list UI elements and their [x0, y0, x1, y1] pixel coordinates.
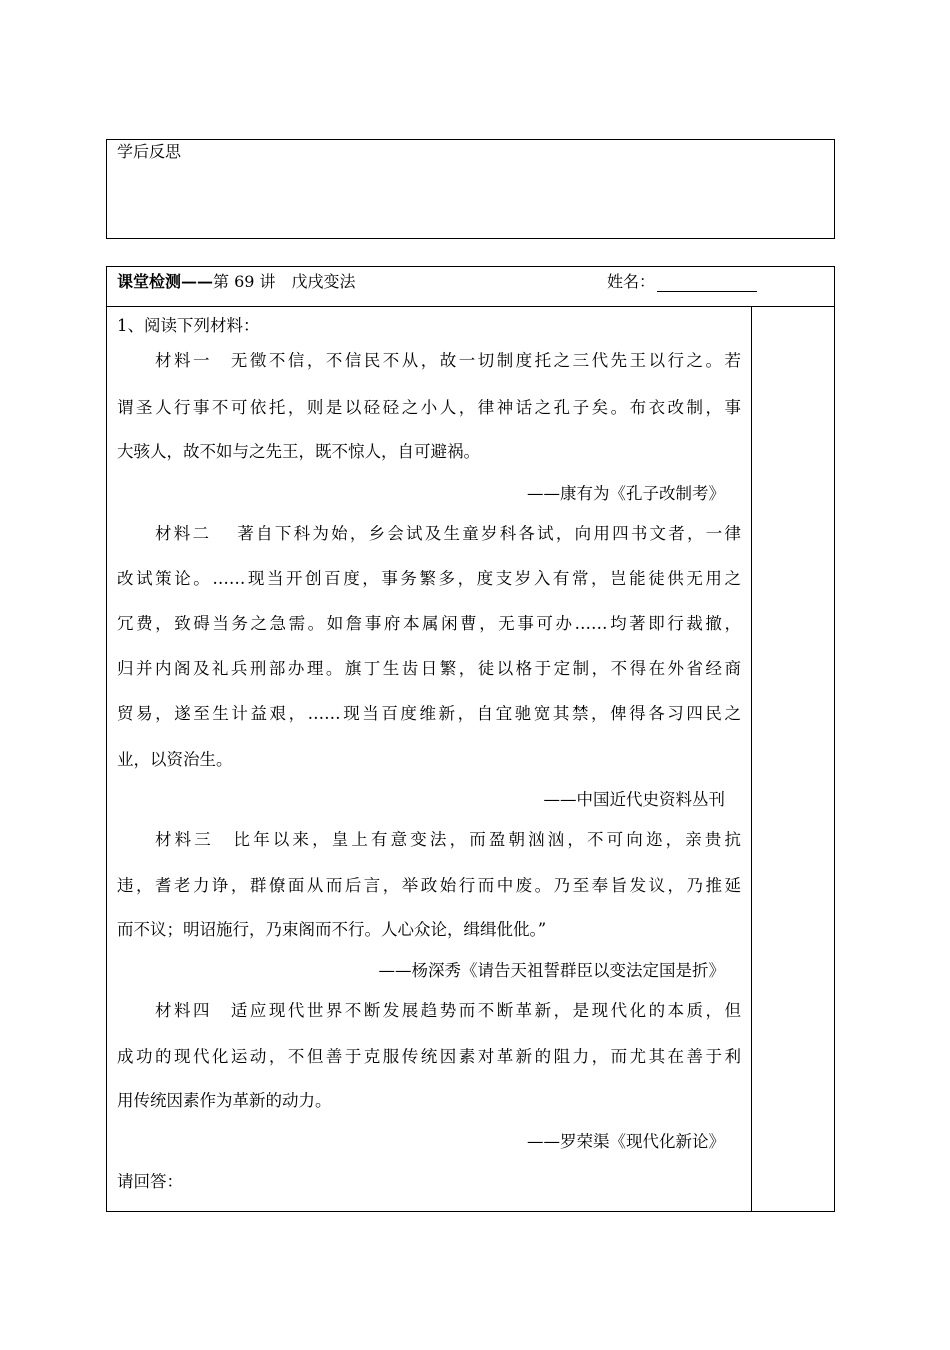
quiz-title-rest: 第 69 讲 戊戌变法	[213, 272, 356, 291]
question-intro: 1、阅读下列材料：	[117, 316, 260, 335]
material-3-line-3: 而不议；明诏施行，乃束阁而不行。人心众论，缉缉仳仳。”	[117, 920, 547, 939]
material-2-line-2: 改试策论。……现当开创百度，事务繁多，度支岁入有常，岂能徒供无用之	[117, 569, 741, 588]
material-4-line-3: 用传统因素作为革新的动力。	[117, 1091, 332, 1110]
material-2-line-4: 归并内阁及礼兵刑部办理。旗丁生齿日繁，徒以格于定制，不得在外省经商	[117, 659, 741, 678]
material-2-line-6: 业，以资治生。	[117, 750, 233, 769]
material-4-source: ——罗荣渠《现代化新论》	[527, 1132, 725, 1151]
quiz-section	[106, 266, 835, 1212]
material-1-line-2: 谓圣人行事不可依托，则是以硁硁之小人，律神话之孔子矣。布衣改制，事	[117, 398, 741, 417]
side-column-divider	[751, 307, 752, 1211]
material-1-line-3: 大骇人，故不如与之先王，既不惊人，自可避祸。	[117, 442, 480, 461]
material-2-line-5: 贸易，遂至生计益艰，……现当百度维新，自宜驰宽其禁，俾得各习四民之	[117, 704, 741, 723]
reflection-label: 学后反思	[117, 142, 182, 161]
name-field	[607, 272, 757, 292]
material-1-line-1: 材料一 无徵不信，不信民不从，故一切制度托之三代先王以行之。若	[155, 351, 741, 370]
reflection-section	[106, 139, 835, 239]
material-3-line-1: 材料三 比年以来，皇上有意变法，而盈朝汹汹，不可向迩，亲贵抗	[155, 830, 741, 849]
quiz-title-bold: 课堂检测——	[117, 272, 214, 291]
material-4-line-2: 成功的现代化运动，不但善于克服传统因素对革新的阻力，而尤其在善于利	[117, 1047, 741, 1066]
material-2-line-3: 冗费，致碍当务之急需。如詹事府本属闲曹，无事可办……均著即行裁撤，	[117, 614, 741, 633]
material-2-source: ——中国近代史资料丛刊	[543, 790, 725, 809]
material-3-line-2: 违，耆老力诤，群僚面从而后言，举政始行而中废。乃至奉旨发议，乃推延	[117, 876, 741, 895]
material-3-source: ——杨深秀《请告天祖誓群臣以变法定国是折》	[378, 961, 725, 980]
name-blank[interactable]	[657, 273, 757, 292]
quiz-title	[117, 272, 356, 292]
answer-prompt: 请回答：	[117, 1172, 183, 1191]
name-label: 姓名：	[607, 272, 656, 291]
quiz-header	[107, 267, 834, 307]
material-4-line-1: 材料四 适应现代世界不断发展趋势而不断革新，是现代化的本质，但	[155, 1001, 741, 1020]
material-1-source: ——康有为《孔子改制考》	[527, 484, 725, 503]
material-2-line-1: 材料二 著自下科为始，乡会试及生童岁科各试，向用四书文者，一律	[155, 524, 741, 543]
